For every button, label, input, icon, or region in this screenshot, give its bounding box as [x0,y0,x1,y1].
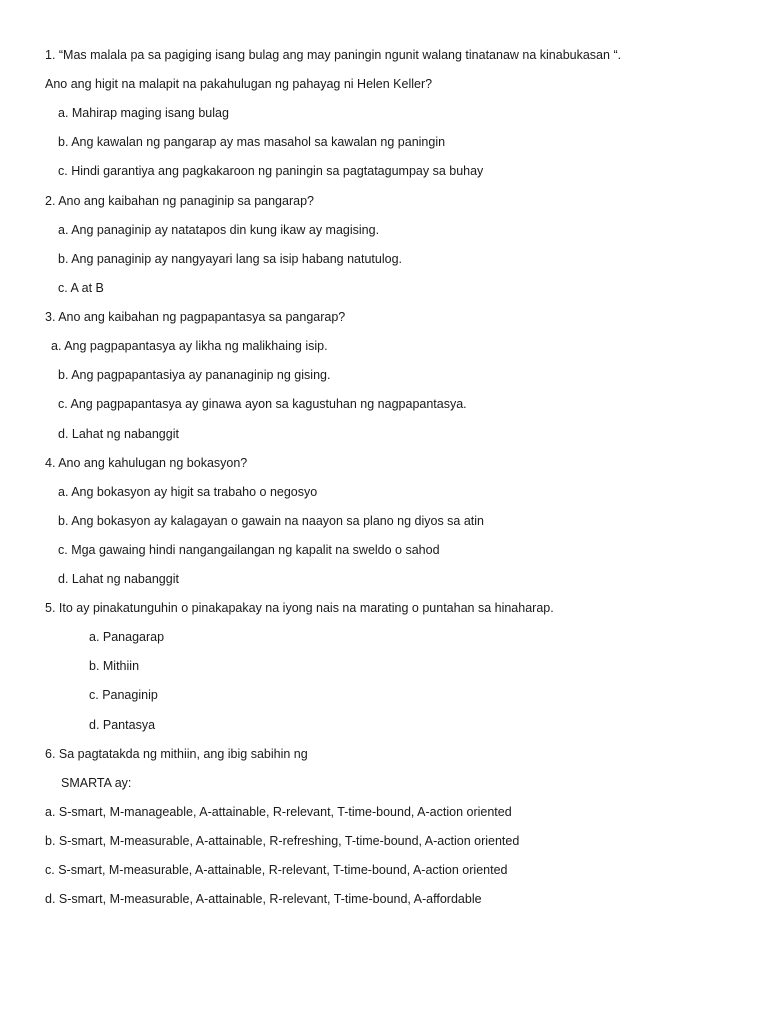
question-3-text: 3. Ano ang kaibahan ng pagpapantasya sa pangarap? [45,310,346,324]
question-2-option-b: b. Ang panaginip ay nangyayari lang sa isip habang natutulog. [58,252,403,266]
question-6-option-d: d. S-smart, M-measurable, A-attainable, R-relevant, T-time-bound, A-affordable [45,892,482,906]
question-1-option-a: a. Mahirap maging isang bulag [58,106,229,120]
question-5-option-b: b. Mithiin [89,659,140,673]
question-6-text: 6. Sa pagtatakda ng mithiin, ang ibig sabihin ng [45,747,308,761]
question-4-option-a: a. Ang bokasyon ay higit sa trabaho o negosyo [58,485,318,499]
question-1-option-c: c. Hindi garantiya ang pagkakaroon ng paningin sa pagtatagumpay sa buhay [58,164,484,178]
question-4-option-c: c. Mga gawaing hindi nangangailangan ng kapalit na sweldo o sahod [58,543,440,557]
question-6-option-b: b. S-smart, M-measurable, A-attainable, R-refreshing, T-time-bound, A-action oriented [45,834,520,848]
question-4-option-d: d. Lahat ng nabanggit [58,572,179,586]
question-5-text: 5. Ito ay pinakatunguhin o pinakapakay na iyong nais na marating o puntahan sa hinaharap. [45,601,554,615]
question-5-option-d: d. Pantasya [89,718,156,732]
question-4-option-b: b. Ang bokasyon ay kalagayan o gawain na naayon sa plano ng diyos sa atin [58,514,485,528]
question-1-prompt: Ano ang higit na malapit na pakahulugan ng pahayag ni Helen Keller? [45,77,433,91]
question-3-option-c: c. Ang pagpapantasya ay ginawa ayon sa kagustuhan ng nagpapantasya. [58,397,467,411]
question-2-text: 2. Ano ang kaibahan ng panaginip sa pangarap? [45,194,314,208]
question-1-text: 1. “Mas malala pa sa pagiging isang bulag ang may paningin ngunit walang tinatanaw na kinabukasan “. [45,48,622,62]
question-2-option-a: a. Ang panaginip ay natatapos din kung ikaw ay magising. [58,223,380,237]
question-3-option-b: b. Ang pagpapantasiya ay pananaginip ng gising. [58,368,331,382]
question-6-text-cont: SMARTA ay: [61,776,132,790]
question-6-option-a: a. S-smart, M-manageable, A-attainable, R-relevant, T-time-bound, A-action oriented [45,805,512,819]
question-3-option-a: a. Ang pagpapantasya ay likha ng malikhaing isip. [51,339,328,353]
question-2-option-c: c. A at B [58,281,104,295]
question-5-option-a: a. Panagarap [89,630,165,644]
question-6-option-c: c. S-smart, M-measurable, A-attainable, R-relevant, T-time-bound, A-action oriented [45,863,508,877]
question-3-option-d: d. Lahat ng nabanggit [58,427,179,441]
question-4-text: 4. Ano ang kahulugan ng bokasyon? [45,456,248,470]
question-1-option-b: b. Ang kawalan ng pangarap ay mas masahol sa kawalan ng paningin [58,135,446,149]
question-5-option-c: c. Panaginip [89,688,158,702]
